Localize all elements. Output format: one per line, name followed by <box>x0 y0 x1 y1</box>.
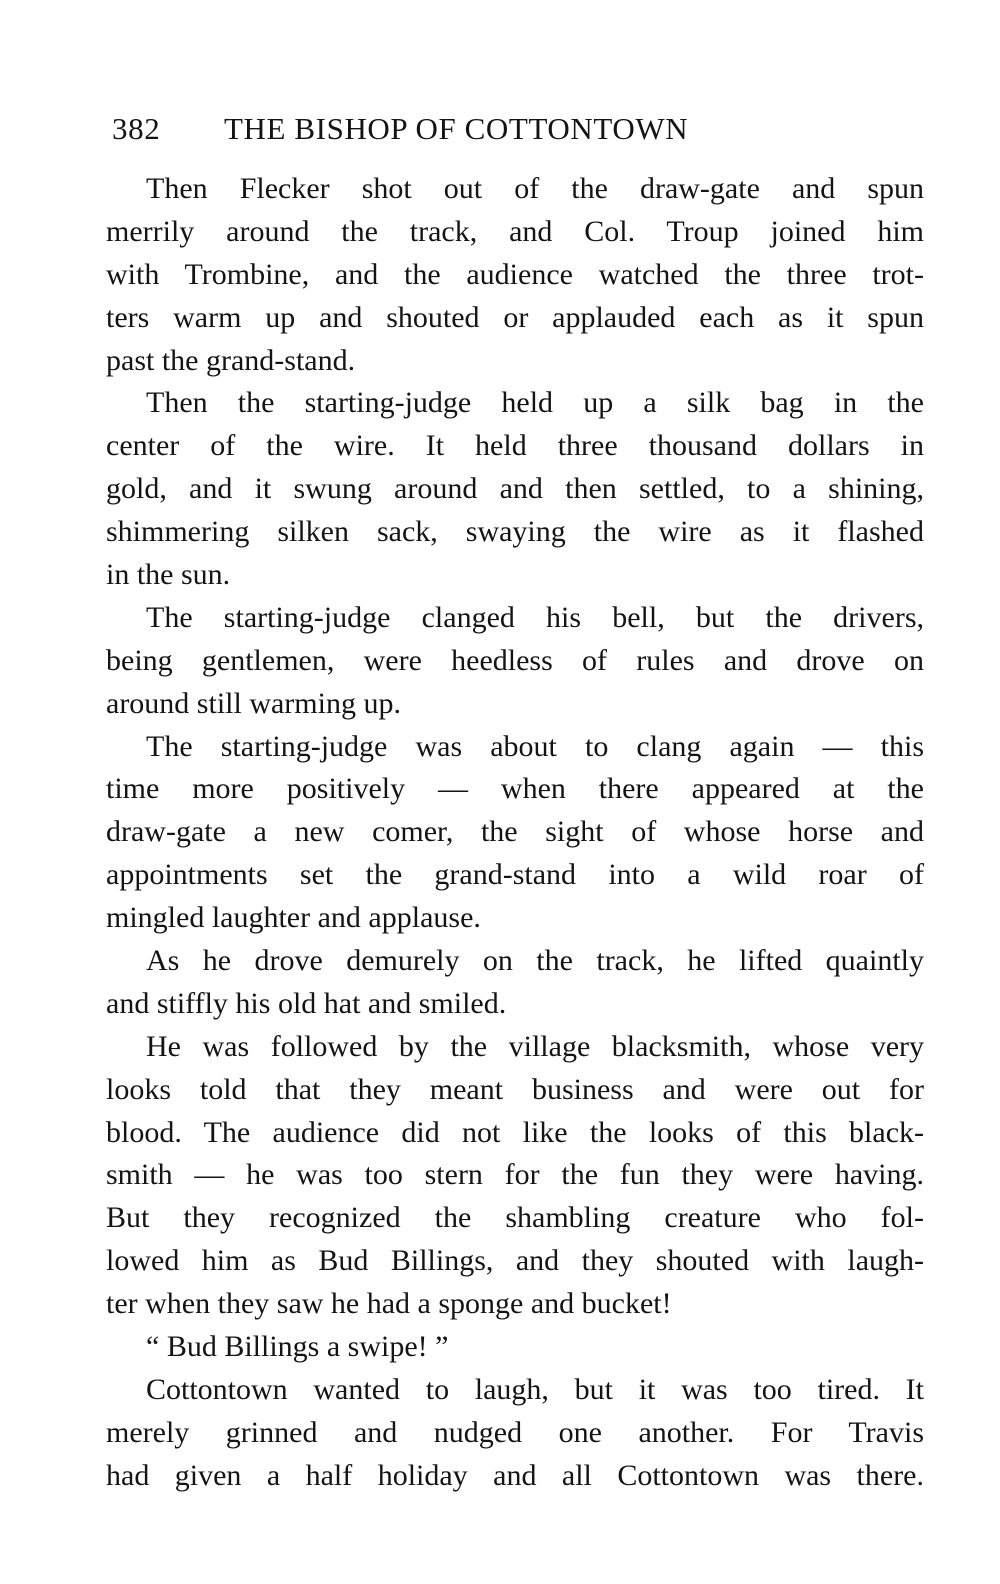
paragraph-new-comer <box>106 726 924 940</box>
text-line: “ Bud Billings a swipe! ” <box>146 1330 449 1364</box>
paragraph-blacksmith <box>106 1026 924 1326</box>
text-line: blood. The audience did not like the looks of this black- <box>106 1115 924 1149</box>
text-line: with Trombine, and the audience watched the three trot- <box>106 257 924 291</box>
text-line: in the sun. <box>106 558 231 592</box>
text-line: merrily around the track, and Col. Troup joined him <box>106 214 924 248</box>
text-line: ter when they saw he had a sponge and bucket! <box>106 1287 672 1321</box>
text-line: draw-gate a new comer, the sight of whose horse and <box>106 815 924 849</box>
text-line: mingled laughter and applause. <box>106 901 481 935</box>
paragraph-demurely <box>106 940 924 1026</box>
book-title: THE BISHOP OF COTTONTOWN <box>224 111 689 146</box>
text-line: shimmering silken sack, swaying the wire as it flashed <box>106 515 924 549</box>
text-line: Cottontown wanted to laugh, but it was too tired. It <box>146 1372 924 1406</box>
text-line: As he drove demurely on the track, he lifted quaintly <box>146 944 924 978</box>
text-line: being gentlemen, were heedless of rules and drove on <box>106 643 924 677</box>
paragraph-bell <box>106 597 924 726</box>
text-line: The starting-judge clanged his bell, but the drivers, <box>146 600 924 634</box>
running-head <box>112 106 832 152</box>
text-line: Then the starting-judge held up a silk bag in the <box>146 386 924 420</box>
text-line: ters warm up and shouted or applauded each as it spun <box>106 300 924 334</box>
text-line: But they recognized the shambling creature who fol- <box>106 1201 924 1235</box>
text-line: lowed him as Bud Billings, and they shouted with laugh- <box>106 1244 924 1278</box>
paragraph-quote <box>106 1326 924 1369</box>
text-line: gold, and it swung around and then settled, to a shining, <box>106 472 924 506</box>
paragraph-flecker-start <box>106 168 924 382</box>
text-line: The starting-judge was about to clang again — this <box>146 729 924 763</box>
text-line: center of the wire. It held three thousand dollars in <box>106 429 924 463</box>
text-line: looks told that they meant business and were out for <box>106 1072 924 1106</box>
text-line: time more positively — when there appeared at the <box>106 772 924 806</box>
text-line: appointments set the grand-stand into a wild roar of <box>106 858 924 892</box>
paragraph-silk-bag <box>106 382 924 596</box>
text-line: past the grand-stand. <box>106 343 356 377</box>
text-line: around still warming up. <box>106 686 401 720</box>
paragraph-cottontown <box>106 1369 924 1498</box>
body-text <box>106 168 924 1498</box>
text-line: and stiffly his old hat and smiled. <box>106 986 507 1020</box>
page-number: 382 <box>112 111 161 146</box>
text-line: Then Flecker shot out of the draw-gate and spun <box>146 172 924 205</box>
text-line: smith — he was too stern for the fun they were having. <box>106 1158 924 1192</box>
text-line: had given a half holiday and all Cottontown was there. <box>106 1458 924 1492</box>
text-line: merely grinned and nudged one another. For Travis <box>106 1415 924 1449</box>
text-line: He was followed by the village blacksmith, whose very <box>146 1029 924 1063</box>
